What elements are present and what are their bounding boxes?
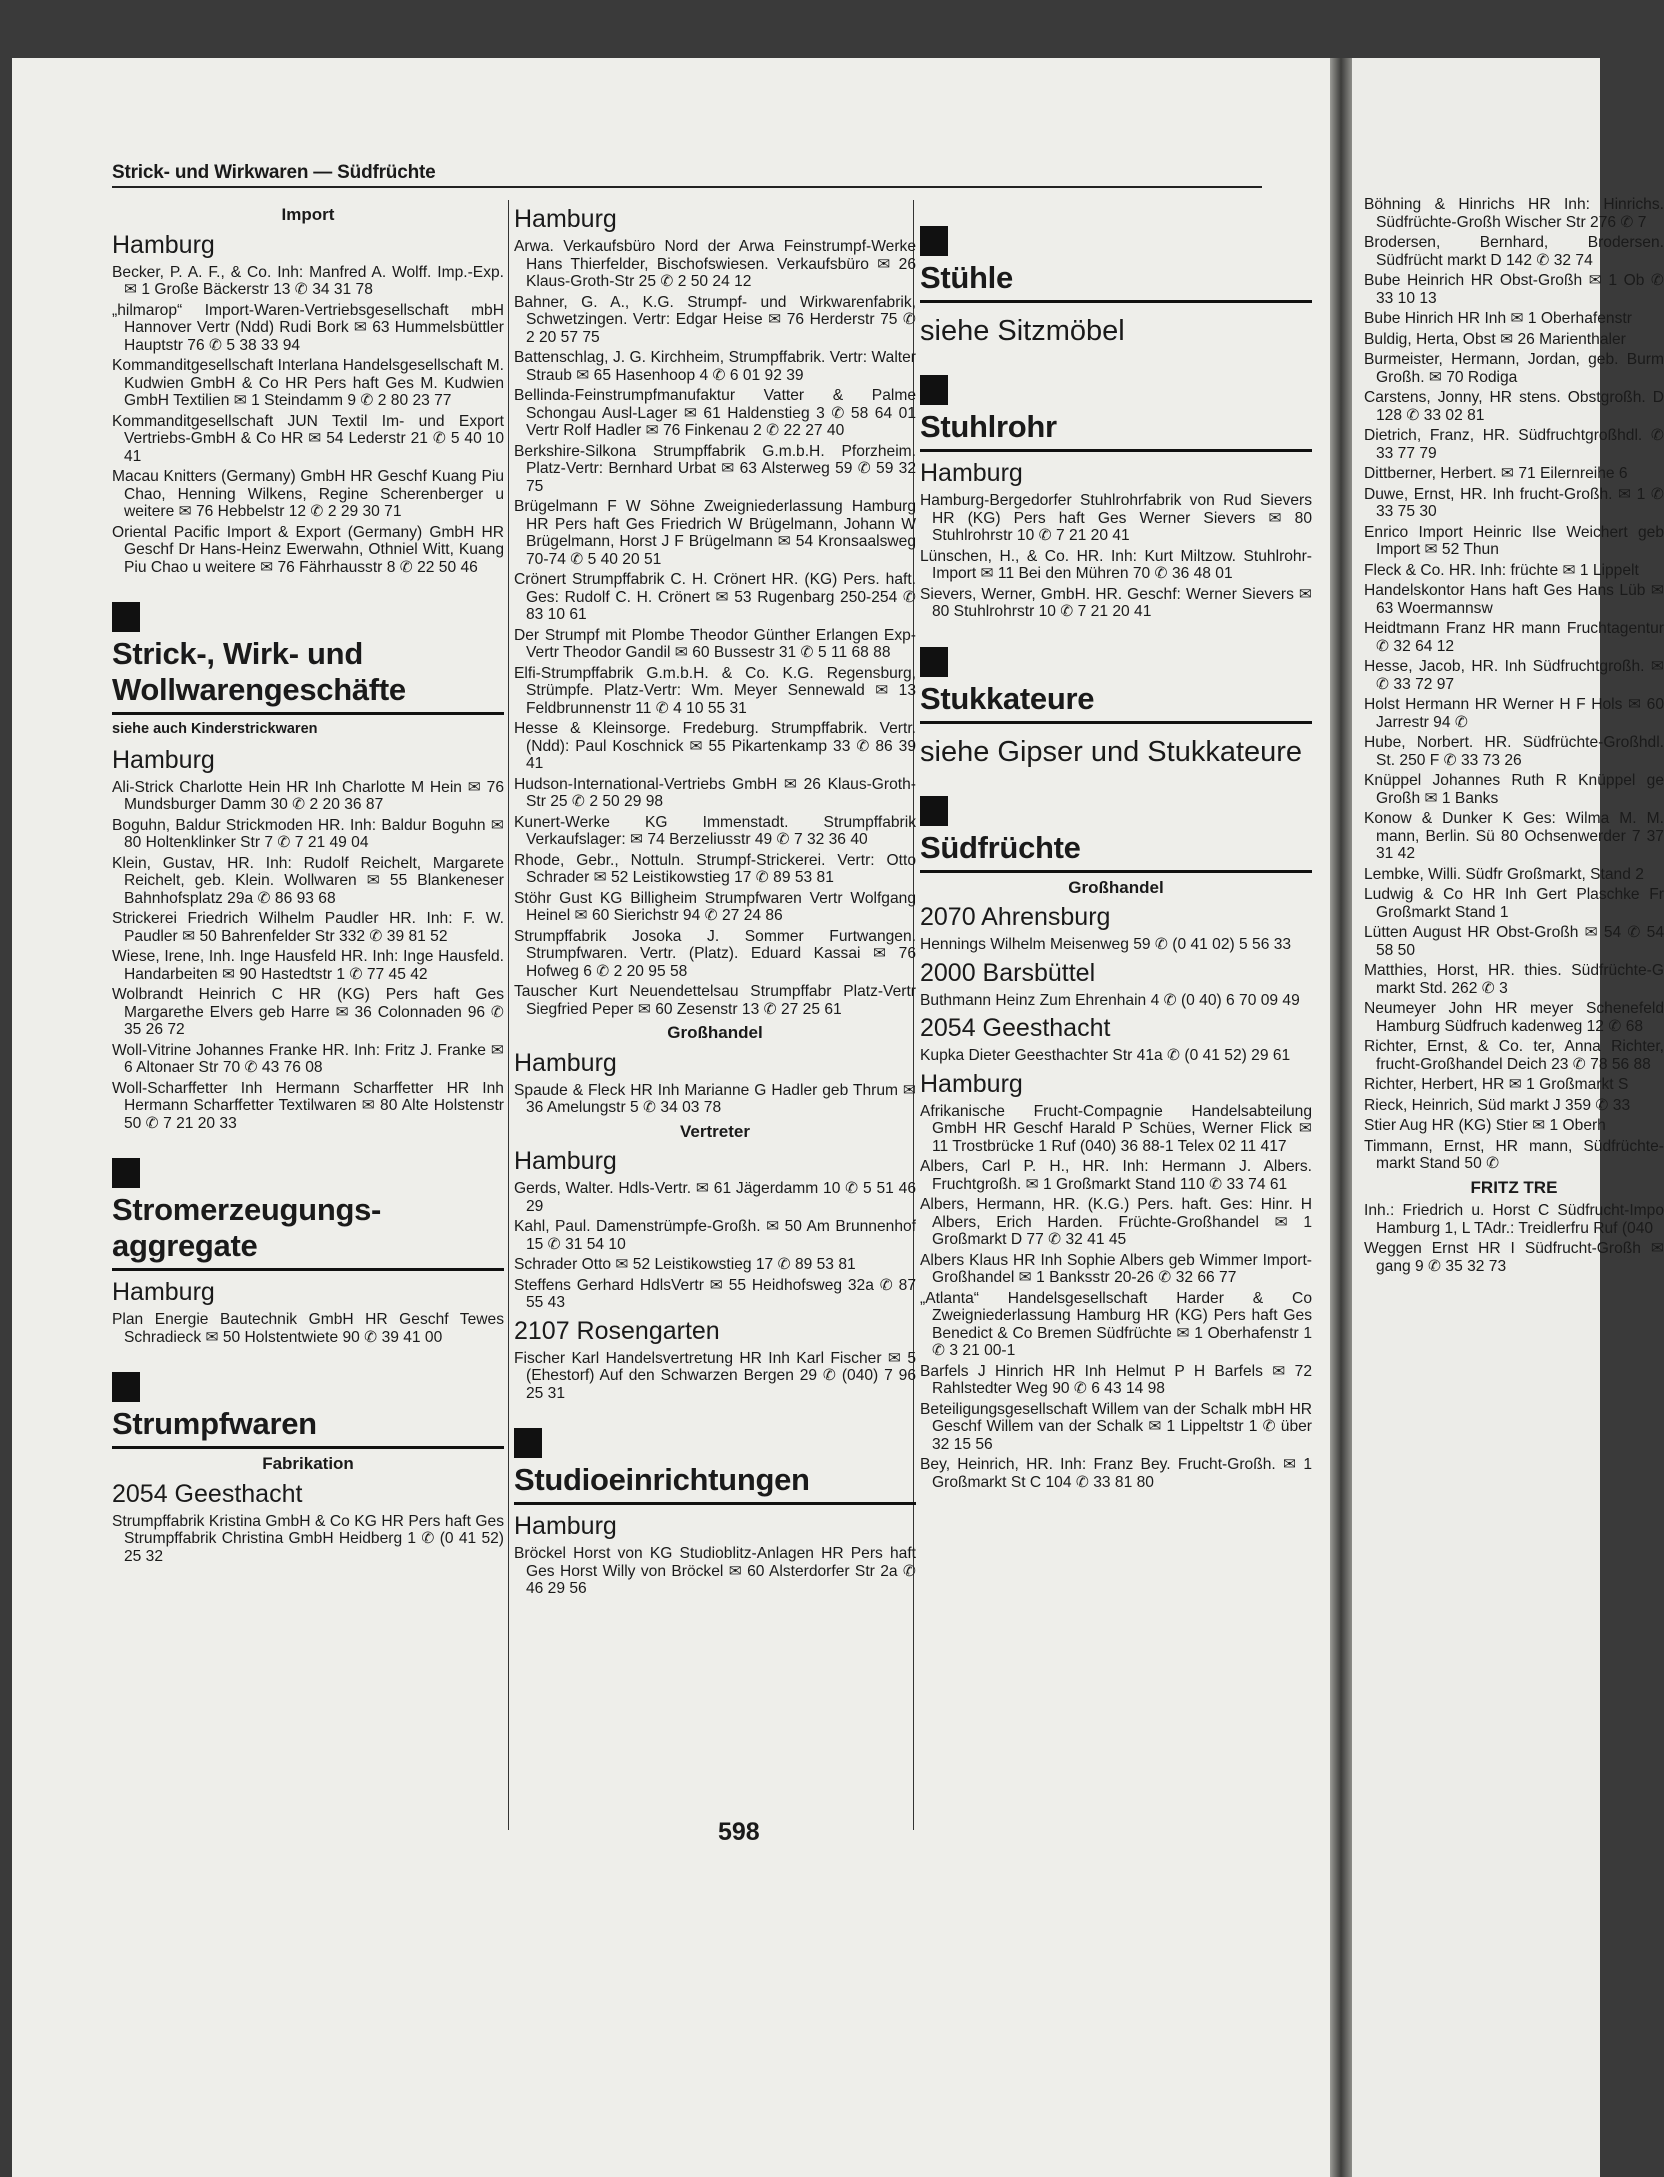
listing-entry: Rieck, Heinrich, Süd markt J 359 ✆ 33 (1364, 1096, 1631, 1114)
listing-entry: Steffens Gerhard HdlsVertr ✉ 55 Heidhofsweg 32a ✆ 87 55 43 (514, 1276, 916, 1311)
listing-entry: Albers, Hermann, HR. (K.G.) Pers. haft. Ges: Hinr. H Albers, Erich Harden. Früchte-Großhandel ✉ 1 Großmarkt D 77 ✆ 32 41 45 (920, 1196, 1312, 1248)
listing-entry: Berkshire-Silkona Strumpffabrik G.m.b.H. Pforzheim. Platz-Vertr: Bernhard Urbat ✉ 63 Alsterweg 59 ✆ 59 32 75 (514, 442, 916, 495)
listing-entry: Albers, Carl P. H., HR. Inh: Hermann J. Albers. Fruchtgroßh. ✉ 1 Großmarkt Stand 110 ✆ 33 74 61 (920, 1158, 1312, 1193)
section-title: Stühle (920, 260, 1312, 303)
listing-entry: Hudson-International-Vertriebs GmbH ✉ 26 Klaus-Groth-Str 25 ✆ 2 50 29 98 (514, 775, 916, 810)
section-title: Studioeinrichtungen (514, 1462, 916, 1505)
section-title: Stukkateure (920, 681, 1312, 724)
listing-entry: Sievers, Werner, GmbH. HR. Geschf: Werner Sievers ✉ 80 Stuhlrohrstr 10 ✆ 7 21 20 41 (920, 585, 1312, 620)
listing-entry: „hilmarop“ Import-Waren-Vertriebsgesellschaft mbH Hannover Vertr (Ndd) Rudi Bork ✉ 63 Hummelsbüttler Hauptstr 76 ✆ 5 38 33 94 (112, 301, 504, 354)
listing-entry: Bube Heinrich HR Obst-Großh ✉ 1 Ob ✆ 33 10 13 (1364, 272, 1664, 307)
listing-entry: Fleck & Co. HR. Inh: früchte ✉ 1 Lippelt (1364, 561, 1639, 579)
see-also-note: siehe auch Kinderstrickwaren (112, 721, 318, 737)
listing-entry: Woll-Vitrine Johannes Franke HR. Inh: Fritz J. Franke ✉ 6 Altonaer Str 70 ✆ 43 76 08 (112, 1041, 504, 1076)
listing-entry: Woll-Scharffetter Inh Hermann Scharffetter HR Inh Hermann Scharffetter Textilwaren ✉ 80 Alte Holstenstr 50 ✆ 7 21 20 33 (112, 1079, 504, 1132)
city-heading: 2000 Barsbüttel (920, 958, 1096, 987)
listing-entry: Bröckel Horst von KG Studioblitz-Anlagen HR Pers haft Ges Horst Willy von Bröckel ✉ 60 Alsterdorfer Str 2a ✆ 46 29 56 (514, 1545, 916, 1597)
see-reference: siehe Gipser und Stukkateure (920, 735, 1303, 768)
column-3 (920, 200, 1312, 1494)
listing-entry: Bellinda-Feinstrumpfmanufaktur Vatter & Palme Schongau Ausl-Lager ✉ 61 Haldenstieg 3 ✆ 58 64 01 Vertr Rolf Hadler ✉ 76 Finkenau 2 ✆ 22 27 40 (514, 387, 916, 439)
city-heading: Hamburg (112, 1278, 215, 1306)
listing-entry: Hube, Norbert. HR. Südfrüchte-Großhdl. St. 250 F ✆ 33 73 26 (1364, 734, 1664, 769)
listing-entry: Burmeister, Hermann, Jordan, geb. Burm Großh. ✉ 70 Rodiga (1364, 351, 1664, 386)
listing-entry: Kahl, Paul. Damenstrümpfe-Großh. ✉ 50 Am Brunnenhof 15 ✆ 31 54 10 (514, 1218, 916, 1253)
listing-entry: Oriental Pacific Import & Export (Germany) GmbH HR Geschf Dr Hans-Heinz Ewerwahn, Othniel Witt, Kuang Piu Chao u weitere ✉ 76 Fährhausstr 8 ✆ 22 50 46 (112, 523, 504, 576)
section-marker-block (514, 1428, 542, 1458)
listing-entry: Ludwig & Co HR Inh Gert Plaschke Fr Großmarkt Stand 1 (1364, 886, 1664, 921)
listing-entry: Knüppel Johannes Ruth R Knüppel ge Großh ✉ 1 Banks (1364, 772, 1664, 807)
listing-entry: Stier Aug HR (KG) Stier ✉ 1 Oberh (1364, 1117, 1606, 1134)
listing-entry: Bahner, G. A., K.G. Strumpf- und Wirkwarenfabrik, Schwetzingen. Vertr: Edgar Heise ✉ 76 Herderstr 75 ✆ 2 20 57 75 (514, 293, 916, 346)
listing-entry: Strumpffabrik Josoka J. Sommer Furtwangen. Strumpfwaren. Vertr. (Platz). Eduard Kassai ✉ 76 Hofweg 6 ✆ 2 20 95 58 (514, 927, 916, 980)
section-marker-block (112, 1372, 140, 1402)
listing-entry: Inh.: Friedrich u. Horst C Südfrucht-Impo Hamburg 1, L TAdr.: Treidlerfru Ruf (040 (1364, 1202, 1664, 1237)
city-heading: Hamburg (112, 745, 215, 774)
city-heading: 2107 Rosengarten (514, 1316, 720, 1345)
listing-entry: Richter, Herbert, HR ✉ 1 Großmarkt S (1364, 1076, 1629, 1093)
listing-entry: Carstens, Jonny, HR stens. Obstgroßh. D 128 ✆ 33 02 81 (1364, 389, 1664, 424)
listing-entry: Timmann, Ernst, HR mann, Südfrüchte- markt Stand 50 ✆ (1364, 1137, 1664, 1172)
listing-entry: Enrico Import Heinric Ilse Weichert geb Import ✉ 52 Thun (1364, 523, 1664, 558)
section-marker-block (112, 1158, 140, 1188)
listing-entry: Elfi-Strumpffabrik G.m.b.H. & Co. K.G. Regensburg, Strümpfe. Platz-Vertr: Wm. Meyer Sennewald ✉ 13 Feldbrunnenstr 11 ✆ 4 10 55 31 (514, 664, 916, 717)
listing-entry: Buldig, Herta, Obst ✉ 26 Marienthaler (1364, 330, 1626, 348)
listing-entry: Ali-Strick Charlotte Hein HR Inh Charlotte M Hein ✉ 76 Mundsburger Damm 30 ✆ 2 20 36 87 (112, 778, 504, 813)
listing-entry: Weggen Ernst HR I Südfrucht-Großh ✉ gang 9 ✆ 35 32 73 (1364, 1240, 1664, 1275)
running-head: Strick- und Wirkwaren — Südfrüchte (112, 162, 436, 183)
listing-entry: Stöhr Gust KG Billigheim Strumpfwaren Vertr Wolfgang Heinel ✉ 60 Sierichstr 94 ✆ 27 24 86 (514, 889, 916, 924)
column-2 (514, 200, 916, 1601)
subsection-heading: Großhandel (1068, 877, 1164, 897)
listing-entry: Strickerei Friedrich Wilhelm Paudler HR. Inh: F. W. Paudler ✉ 50 Bahrenfelder Str 332 ✆ 39 81 52 (112, 910, 504, 945)
listing-entry: Brodersen, Bernhard, Brodersen. Südfrücht markt D 142 ✆ 32 74 (1364, 234, 1664, 269)
city-heading: Hamburg (514, 1147, 617, 1175)
section-title: Strumpfwaren (112, 1406, 504, 1449)
listing-entry: Schrader Otto ✉ 52 Leistikowstieg 17 ✆ 89 53 81 (514, 1256, 856, 1273)
listing-entry: Wiese, Irene, Inh. Inge Hausfeld HR. Inh: Inge Hausfeld. Handarbeiten ✉ 90 Hastedtstr 1 ✆ 77 45 42 (112, 948, 504, 983)
listing-entry: Kommanditgesellschaft Interlana Handelsgesellschaft M. Kudwien GmbH & Co HR Pers haft Ges M. Kudwien GmbH Textilien ✉ 1 Steindamm 9 ✆ 2 80 23 77 (112, 357, 504, 409)
listing-entry: Arwa. Verkaufsbüro Nord der Arwa Feinstrumpf-Werke Hans Thierfelder, Bischofswiesen. Verkaufsbüro ✉ 26 Klaus-Groth-Str 25 ✆ 2 50 24 12 (514, 238, 916, 290)
listing-entry: Beteiligungsgesellschaft Willem van der Schalk mbH HR Geschf Willem van der Schalk ✉ 1 Lippeltstr 1 ✆ über 32 15 56 (920, 1400, 1312, 1453)
listing-entry: Crönert Strumpffabrik C. H. Crönert HR. (KG) Pers. haft. Ges: Rudolf C. H. Crönert ✉ 53 Rugenbarg 250-254 ✆ 83 10 61 (514, 571, 916, 623)
listing-entry: Macau Knitters (Germany) GmbH HR Geschf Kuang Piu Chao, Henning Wilkens, Regine Scherenberger u weitere ✉ 76 Hebbelstr 12 ✆ 2 29 30 71 (112, 468, 504, 520)
subsection-heading: Großhandel (667, 1023, 763, 1042)
listing-entry: Lünschen, H., & Co. HR. Inh: Kurt Miltzow. Stuhlrohr-Import ✉ 11 Bei den Mühren 70 ✆ 36 48 01 (920, 547, 1312, 582)
listing-entry: Bey, Heinrich, HR. Inh: Franz Bey. Frucht-Großh. ✉ 1 Großmarkt St C 104 ✆ 33 81 80 (920, 1456, 1312, 1491)
header-rule (112, 186, 1262, 188)
listing-entry: Dittberner, Herbert. ✉ 71 Eilernreihe 6 (1364, 465, 1628, 482)
listing-entry: Richter, Ernst, & Co. ter, Anna Richter, frucht-Großhandel Deich 23 ✆ 78 56 88 (1364, 1038, 1664, 1073)
listing-entry: Lembke, Willi. Südfr Großmarkt, Stand 2 (1364, 865, 1644, 883)
subsection-heading: FRITZ TRE (1470, 1177, 1558, 1197)
city-heading: Hamburg (112, 230, 215, 259)
right-page (1352, 58, 1664, 2177)
city-heading: 2054 Geesthacht (112, 1479, 303, 1508)
listing-entry: Gerds, Walter. Hdls-Vertr. ✉ 61 Jägerdamm 10 ✆ 5 51 46 29 (514, 1180, 916, 1215)
listing-entry: Kunert-Werke KG Immenstadt. Strumpffabrik Verkaufslager: ✉ 74 Berzeliusstr 49 ✆ 7 32 36 40 (514, 813, 916, 848)
section-title: Strick-, Wirk- und Wollwarengeschäfte (112, 636, 504, 715)
listing-entry: Konow & Dunker K Ges: Wilma M. M. mann, Berlin. Sü 80 Ochsenwerder 7 37 31 42 (1364, 810, 1664, 862)
subsection-heading: Import (281, 205, 335, 224)
listing-entry: Duwe, Ernst, HR. Inh frucht-Großh. ✉ 1 ✆ 33 75 30 (1364, 485, 1664, 520)
subsection-heading: Vertreter (680, 1121, 750, 1141)
book-gutter (1330, 58, 1352, 2177)
listing-entry: Holst Hermann HR Werner H F Hols ✉ 60 Jarrestr 94 ✆ (1364, 696, 1664, 731)
listing-entry: Brügelmann F W Söhne Zweigniederlassung Hamburg HR Pers haft Ges Friedrich W Brügelmann, Johann W Brügelmann, Horst J F Brügelmann ✉ 54 Kronsaalsweg 70-74 ✆ 5 40 20 51 (514, 498, 916, 568)
section-marker-block (920, 375, 948, 405)
listing-entry: Buthmann Heinz Zum Ehrenhain 4 ✆ (0 40) 6 70 09 49 (920, 991, 1300, 1009)
column-1 (112, 200, 504, 1568)
listing-entry: Böhning & Hinrichs HR Inh: Hinrichs. Südfrüchte-Großh Wischer Str 276 ✆ 7 (1364, 196, 1664, 231)
listing-entry: Klein, Gustav, HR. Inh: Rudolf Reichelt, Margarete Reichelt, geb. Klein. Wollwaren ✉ 55 Blankeneser Bahnhofsplatz 29a ✆ 86 93 68 (112, 854, 504, 907)
listing-entry: Lütten August HR Obst-Großh ✉ 54 ✆ 54 58 50 (1364, 924, 1664, 959)
section-title: Stromerzeugungs-aggregate (112, 1192, 504, 1271)
section-marker-block (112, 602, 140, 632)
listing-entry: Wolbrandt Heinrich C HR (KG) Pers haft Ges Margarethe Elvers geb Harre ✉ 36 Colonnaden 96 ✆ 35 26 72 (112, 986, 504, 1038)
listing-entry: Hesse & Kleinsorge. Fredeburg. Strumpffabrik. Vertr. (Ndd): Paul Koschnick ✉ 55 Pikartenkamp 33 ✆ 86 39 41 (514, 720, 916, 772)
page-number: 598 (718, 1818, 760, 1846)
listing-entry: Hesse, Jacob, HR. Inh Südfruchtgroßh. ✉ ✆ 33 72 97 (1364, 658, 1664, 693)
section-marker-block (920, 226, 948, 256)
listing-entry: Afrikanische Frucht-Compagnie Handelsabteilung GmbH HR Geschf Harald P Schües, Werner Flick ✉ 11 Trostbrücke 1 Ruf (040) 36 88-1 Telex 02 11 417 (920, 1102, 1312, 1155)
city-heading: Hamburg (514, 1048, 617, 1077)
listing-entry: Hennings Wilhelm Meisenweg 59 ✆ (0 41 02) 5 56 33 (920, 936, 1292, 953)
listing-entry: Plan Energie Bautechnik GmbH HR Geschf Tewes Schradieck ✉ 50 Holstentwiete 90 ✆ 39 41 00 (112, 1311, 504, 1346)
city-heading: Hamburg (920, 1069, 1023, 1098)
subsection-heading: Fabrikation (262, 1454, 354, 1473)
listing-entry: Fischer Karl Handelsvertretung HR Inh Karl Fischer ✉ 5 (Ehestorf) Auf den Schwarzen Bergen 29 ✆ (040) 7 96 25 31 (514, 1349, 916, 1402)
city-heading: Hamburg (514, 1512, 617, 1540)
column-divider (508, 200, 509, 1830)
see-reference: siehe Sitzmöbel (920, 315, 1125, 347)
listing-entry: Albers Klaus HR Inh Sophie Albers geb Wimmer Import-Großhandel ✉ 1 Banksstr 20-26 ✆ 32 66 77 (920, 1251, 1312, 1286)
section-title: Südfrüchte (920, 830, 1312, 873)
listing-entry: Becker, P. A. F., & Co. Inh: Manfred A. Wolff. Imp.-Exp. ✉ 1 Große Bäckerstr 13 ✆ 34 31 78 (112, 263, 504, 298)
listing-entry: Kupka Dieter Geesthachter Str 41a ✆ (0 41 52) 29 61 (920, 1047, 1291, 1064)
city-heading: Hamburg (920, 459, 1023, 487)
section-marker-block (920, 796, 948, 826)
listing-entry: Battenschlag, J. G. Kirchheim, Strumpffabrik. Vertr: Walter Straub ✉ 65 Hasenhoop 4 ✆ 6 01 92 39 (514, 349, 916, 384)
section-title: Stuhlrohr (920, 409, 1312, 452)
listing-entry: Spaude & Fleck HR Inh Marianne G Hadler geb Thrum ✉ 36 Amelungstr 5 ✆ 34 03 78 (514, 1081, 916, 1116)
listing-entry: Strumpffabrik Kristina GmbH & Co KG HR Pers haft Ges Strumpffabrik Christina GmbH Heidberg 1 ✆ (0 41 52) 25 32 (112, 1512, 504, 1565)
section-marker-block (920, 647, 948, 677)
city-heading: Hamburg (514, 205, 617, 233)
listing-entry: Heidtmann Franz HR mann Fruchtagentur ✆ 32 64 12 (1364, 620, 1664, 655)
listing-entry: Hamburg-Bergedorfer Stuhlrohrfabrik von Rud Sievers HR (KG) Pers haft Ges Werner Sievers ✉ 80 Stuhlrohrstr 10 ✆ 7 21 20 41 (920, 492, 1312, 544)
listing-entry: Boguhn, Baldur Strickmoden HR. Inh: Baldur Boguhn ✉ 80 Holtenklinker Str 7 ✆ 7 21 49 04 (112, 816, 504, 851)
listing-entry: Tauscher Kurt Neuendettelsau Strumpffabr Platz-Vertr Siegfried Peper ✉ 60 Zesenstr 13 ✆ 27 25 61 (514, 983, 916, 1018)
listing-entry: Kommanditgesellschaft JUN Textil Im- und Export Vertriebs-GmbH & Co HR ✉ 54 Lederstr 21 ✆ 5 40 10 41 (112, 412, 504, 465)
city-heading: 2054 Geesthacht (920, 1014, 1111, 1042)
right-page-column (1364, 196, 1664, 1278)
listing-entry: Matthies, Horst, HR. thies. Südfrüchte-G markt Std. 262 ✆ 3 (1364, 962, 1664, 997)
listing-entry: Rhode, Gebr., Nottuln. Strumpf-Strickerei. Vertr: Otto Schrader ✉ 52 Leistikowstieg 17 ✆ 89 53 81 (514, 851, 916, 886)
listing-entry: Neumeyer John HR meyer Schenefeld Hamburg Südfruch kadenweg 12 ✆ 68 (1364, 1000, 1664, 1035)
listing-entry: „Atlanta“ Handelsgesellschaft Harder & Co Zweigniederlassung Hamburg HR (KG) Pers haft Ges Benedict & Co Bremen Südfrüchte ✉ 1 Oberhafenstr 1 ✆ 3 21 00-1 (920, 1289, 1312, 1359)
listing-entry: Dietrich, Franz, HR. Südfruchtgroßhdl. ✆ 33 77 79 (1364, 427, 1664, 462)
listing-entry: Handelskontor Hans haft Ges Hans Lüb ✉ 63 Woermannsw (1364, 582, 1664, 617)
listing-entry: Bube Hinrich HR Inh ✉ 1 Oberhafenstr (1364, 310, 1632, 327)
city-heading: 2070 Ahrensburg (920, 903, 1111, 931)
listing-entry: Der Strumpf mit Plombe Theodor Günther Erlangen Exp-Vertr Theodor Gandil ✉ 60 Bussestr 31 ✆ 5 11 68 88 (514, 626, 916, 661)
listing-entry: Barfels J Hinrich HR Inh Helmut P H Barfels ✉ 72 Rahlstedter Weg 90 ✆ 6 43 14 98 (920, 1362, 1312, 1397)
